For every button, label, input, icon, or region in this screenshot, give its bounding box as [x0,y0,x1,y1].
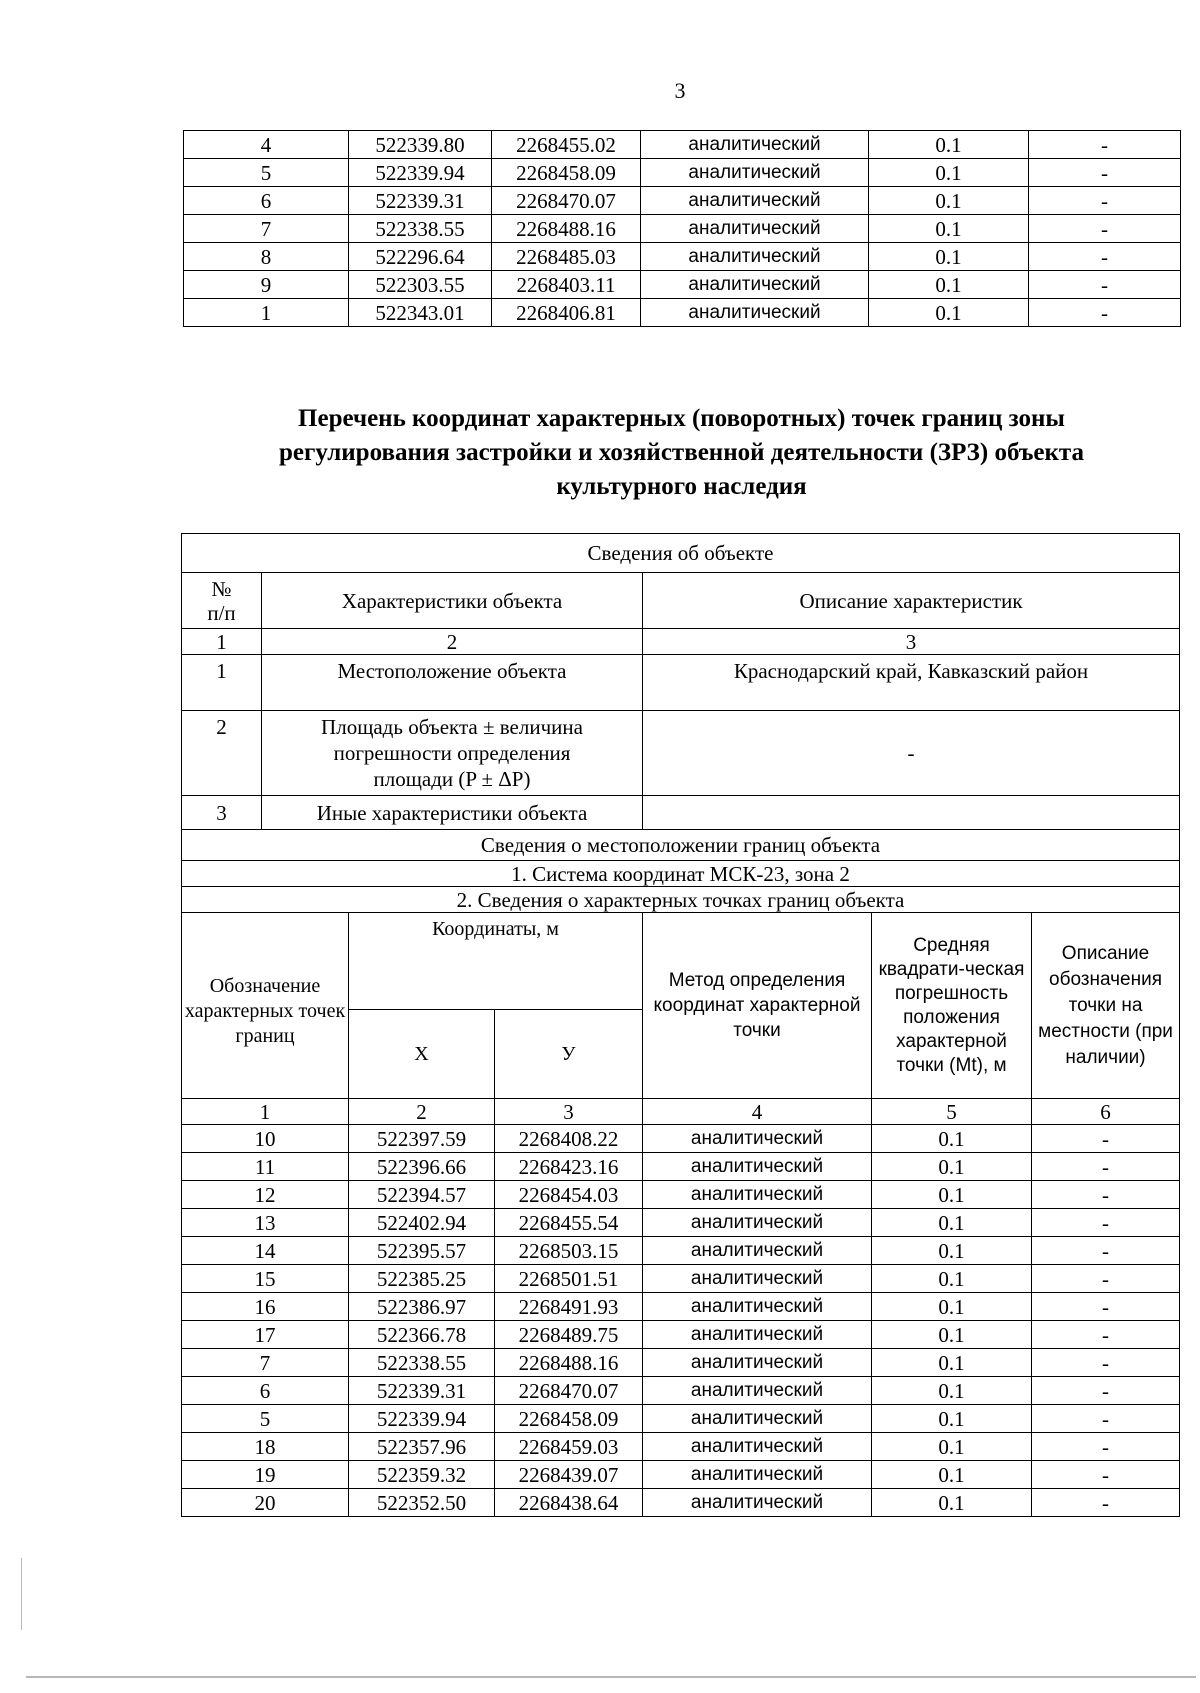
point-number: 9 [184,271,349,299]
place-description: - [1032,1489,1180,1517]
coordinate-x: 522397.59 [349,1125,495,1153]
points-index-row [182,1099,1180,1125]
coordinate-y: 2268408.22 [495,1125,643,1153]
method: аналитический [643,1265,872,1293]
point-number: 5 [184,159,349,187]
coordinate-y: 2268403.11 [492,271,641,299]
place-description: - [1032,1153,1180,1181]
error-value: 0.1 [872,1153,1032,1181]
point-number: 8 [184,243,349,271]
coordinate-y: 2268454.03 [495,1181,643,1209]
object-row-number: 2 [182,711,262,796]
place-description: - [1032,1321,1180,1349]
coordinate-x: 522339.31 [349,1377,495,1405]
method: аналитический [641,131,869,159]
error-value: 0.1 [872,1265,1032,1293]
point-number: 14 [182,1237,349,1265]
place-description: - [1029,131,1181,159]
object-columns-row [182,573,1180,629]
table-row [182,1489,1180,1517]
point-number: 12 [182,1181,349,1209]
index-cell: 2 [262,629,643,655]
method: аналитический [643,1405,872,1433]
coordinate-x: 522385.25 [349,1265,495,1293]
error-value: 0.1 [872,1349,1032,1377]
point-number: 15 [182,1265,349,1293]
table-row [182,1125,1180,1153]
table-row [182,1153,1180,1181]
points-header: 2. Сведения о характерных точках границ объекта [182,887,1180,913]
points-table-body [182,1125,1180,1517]
table-row [184,215,1181,243]
col-y-header: У [495,1010,643,1099]
coordinate-x: 522339.94 [349,1405,495,1433]
coordinate-system-row [182,861,1180,887]
point-number: 17 [182,1321,349,1349]
coordinate-y: 2268455.54 [495,1209,643,1237]
place-description: - [1032,1293,1180,1321]
borders-header-row [182,830,1180,861]
scan-mark [21,1558,22,1630]
coordinate-x: 522352.50 [349,1489,495,1517]
index-cell: 1 [182,629,262,655]
coordinate-y: 2268438.64 [495,1489,643,1517]
error-value: 0.1 [872,1433,1032,1461]
table-row [182,1293,1180,1321]
error-value: 0.1 [869,187,1029,215]
col-method-header: Метод определения координат характерной точки [643,913,872,1099]
place-description: - [1029,159,1181,187]
error-value: 0.1 [872,1237,1032,1265]
object-index-row [182,629,1180,655]
coordinate-y: 2268503.15 [495,1237,643,1265]
place-description: - [1032,1125,1180,1153]
object-row-number: 1 [182,655,262,711]
method: аналитический [643,1125,872,1153]
col-number-header: № п/п [182,573,262,629]
point-number: 16 [182,1293,349,1321]
index-cell: 3 [643,629,1180,655]
error-value: 0.1 [869,271,1029,299]
section-title-line3: культурного наследия [556,473,807,500]
points-columns-row [182,913,1180,1010]
place-description: - [1029,299,1181,327]
coordinate-x: 522303.55 [349,271,492,299]
scan-footer-line [26,1676,1196,1678]
col-error-header: Средняя квадрати-ческая погрешность положения характерной точки (Mt), м [872,913,1032,1099]
coordinate-system: 1. Система координат МСК-23, зона 2 [182,861,1180,887]
col-place-description-header: Описание обозначения точки на местности (при наличии) [1032,913,1180,1099]
coordinate-x: 522359.32 [349,1461,495,1489]
top-coordinates-table [183,130,1181,327]
error-value: 0.1 [872,1209,1032,1237]
index-cell: 5 [872,1099,1032,1125]
object-row-characteristic: Иные характеристики объекта [262,796,643,830]
coordinate-x: 522338.55 [349,1349,495,1377]
coordinate-y: 2268501.51 [495,1265,643,1293]
coordinate-y: 2268458.09 [492,159,641,187]
table-row [182,1265,1180,1293]
place-description: - [1029,215,1181,243]
coordinate-y: 2268406.81 [492,299,641,327]
coordinate-x: 522402.94 [349,1209,495,1237]
object-row [182,796,1180,830]
object-row-characteristic: Площадь объекта ± величина погрешности определения площади (P ± ΔP) [262,711,643,796]
index-cell: 6 [1032,1099,1180,1125]
method: аналитический [641,243,869,271]
place-description: - [1032,1405,1180,1433]
method: аналитический [643,1237,872,1265]
section-title-line2: регулирования застройки и хозяйственной деятельности (ЗРЗ) объекта [279,439,1084,466]
point-number: 13 [182,1209,349,1237]
place-description: - [1029,187,1181,215]
coordinate-y: 2268491.93 [495,1293,643,1321]
object-row-number: 3 [182,796,262,830]
table-row [182,1349,1180,1377]
coordinate-y: 2268470.07 [492,187,641,215]
error-value: 0.1 [872,1181,1032,1209]
col-x-header: X [349,1010,495,1099]
method: аналитический [643,1293,872,1321]
coordinate-x: 522396.66 [349,1153,495,1181]
place-description: - [1032,1377,1180,1405]
coordinate-y: 2268459.03 [495,1433,643,1461]
index-cell: 3 [495,1099,643,1125]
coordinate-y: 2268458.09 [495,1405,643,1433]
error-value: 0.1 [872,1125,1032,1153]
point-number: 18 [182,1433,349,1461]
object-info-header-row [182,534,1180,573]
coordinate-y: 2268488.16 [495,1349,643,1377]
table-row [184,299,1181,327]
error-value: 0.1 [869,159,1029,187]
point-number: 11 [182,1153,349,1181]
table-row [184,131,1181,159]
point-number: 19 [182,1461,349,1489]
error-value: 0.1 [872,1461,1032,1489]
place-description: - [1029,243,1181,271]
table-row [182,1237,1180,1265]
index-cell: 2 [349,1099,495,1125]
error-value: 0.1 [872,1405,1032,1433]
point-number: 4 [184,131,349,159]
table-row [182,1461,1180,1489]
point-number: 1 [184,299,349,327]
coordinate-x: 522394.57 [349,1181,495,1209]
top-table-body [184,131,1181,327]
table-row [184,243,1181,271]
coordinate-x: 522395.57 [349,1237,495,1265]
object-row-description: - [643,711,1180,796]
method: аналитический [643,1489,872,1517]
table-row [182,1405,1180,1433]
coordinate-y: 2268439.07 [495,1461,643,1489]
coordinate-x: 522338.55 [349,215,492,243]
method: аналитический [643,1461,872,1489]
point-number: 6 [182,1377,349,1405]
points-header-row [182,887,1180,913]
object-row-description [643,796,1180,830]
coordinate-x: 522339.80 [349,131,492,159]
coordinate-y: 2268485.03 [492,243,641,271]
table-row [182,1209,1180,1237]
table-row [184,187,1181,215]
coordinate-x: 522343.01 [349,299,492,327]
coordinate-y: 2268470.07 [495,1377,643,1405]
col-characteristics-header: Характеристики объекта [262,573,643,629]
section-title [183,402,1180,504]
error-value: 0.1 [869,215,1029,243]
index-cell: 1 [182,1099,349,1125]
table-row [184,271,1181,299]
object-row [182,711,1180,796]
table-row [184,159,1181,187]
place-description: - [1032,1209,1180,1237]
place-description: - [1029,271,1181,299]
table-row [182,1321,1180,1349]
place-description: - [1032,1237,1180,1265]
place-description: - [1032,1181,1180,1209]
section-title-line1: Перечень координат характерных (поворотных) точек границ зоны [298,405,1065,432]
col-coordinates-header: Координаты, м [349,913,643,1010]
page-number: 3 [674,78,686,103]
coordinate-x: 522357.96 [349,1433,495,1461]
method: аналитический [643,1153,872,1181]
borders-header: Сведения о местоположении границ объекта [182,830,1180,861]
coordinate-x: 522386.97 [349,1293,495,1321]
error-value: 0.1 [869,131,1029,159]
coordinate-y: 2268455.02 [492,131,641,159]
method: аналитический [641,159,869,187]
coordinate-x: 522366.78 [349,1321,495,1349]
table-row [182,1433,1180,1461]
coordinate-y: 2268489.75 [495,1321,643,1349]
index-cell: 4 [643,1099,872,1125]
object-info-header: Сведения об объекте [182,534,1180,573]
point-number: 10 [182,1125,349,1153]
method: аналитический [643,1181,872,1209]
place-description: - [1032,1265,1180,1293]
coordinate-y: 2268488.16 [492,215,641,243]
method: аналитический [641,187,869,215]
method: аналитический [643,1349,872,1377]
method: аналитический [641,271,869,299]
point-number: 5 [182,1405,349,1433]
method: аналитический [643,1433,872,1461]
error-value: 0.1 [872,1377,1032,1405]
object-row [182,655,1180,711]
method: аналитический [643,1377,872,1405]
point-number: 7 [182,1349,349,1377]
error-value: 0.1 [869,299,1029,327]
method: аналитический [643,1321,872,1349]
object-info-table [181,533,1180,1517]
place-description: - [1032,1461,1180,1489]
coordinate-x: 522339.31 [349,187,492,215]
error-value: 0.1 [872,1293,1032,1321]
col-point-header: Обозначение характерных точек границ [182,913,349,1099]
col-description-header: Описание характеристик [643,573,1180,629]
coordinate-x: 522339.94 [349,159,492,187]
error-value: 0.1 [872,1321,1032,1349]
point-number: 20 [182,1489,349,1517]
table-row [182,1377,1180,1405]
coordinate-x: 522296.64 [349,243,492,271]
method: аналитический [641,299,869,327]
error-value: 0.1 [869,243,1029,271]
place-description: - [1032,1349,1180,1377]
point-number: 6 [184,187,349,215]
object-row-characteristic: Местоположение объекта [262,655,643,711]
place-description: - [1032,1433,1180,1461]
method: аналитический [643,1209,872,1237]
coordinate-y: 2268423.16 [495,1153,643,1181]
object-row-description: Краснодарский край, Кавказский район [643,655,1180,711]
table-row [182,1181,1180,1209]
error-value: 0.1 [872,1489,1032,1517]
point-number: 7 [184,215,349,243]
method: аналитический [641,215,869,243]
